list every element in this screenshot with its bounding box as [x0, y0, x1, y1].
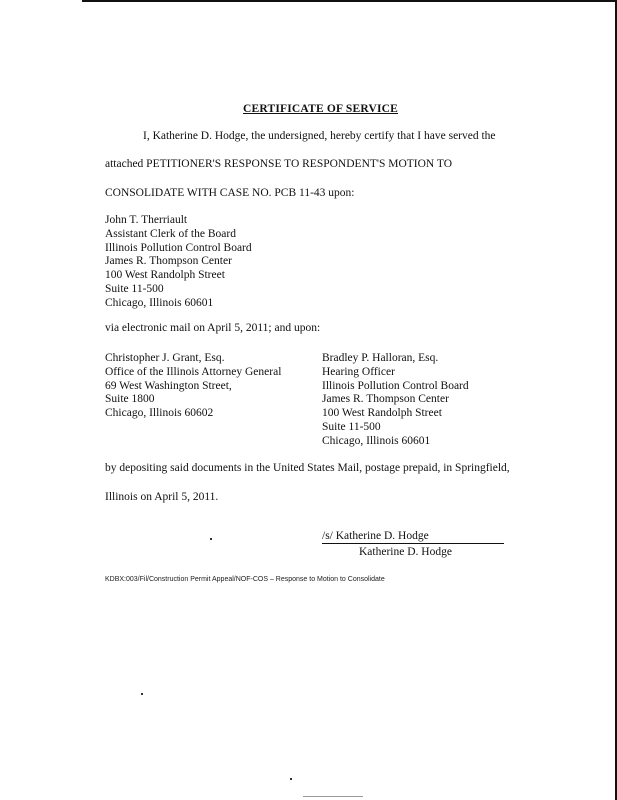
address-line: Assistant Clerk of the Board	[105, 227, 236, 240]
address-line: 100 West Randolph Street	[322, 407, 442, 420]
page-top-border	[82, 0, 617, 2]
certify-line-2: attached PETITIONER'S RESPONSE TO RESPONDENT'S MOTION TO	[105, 158, 453, 170]
address-line: 100 West Randolph Street	[105, 269, 225, 282]
address-line: Suite 11-500	[105, 282, 164, 295]
address-line: John T. Therriault	[105, 214, 188, 226]
signature-line	[322, 543, 504, 544]
electronic-signature: /s/ Katherine D. Hodge	[322, 530, 429, 542]
via-email-line: via electronic mail on April 5, 2011; and upon:	[105, 322, 321, 334]
address-line: Christopher J. Grant, Esq.	[105, 352, 225, 364]
certify-line-3: CONSOLIDATE WITH CASE NO. PCB 11-43 upon:	[105, 187, 355, 199]
signer-name: Katherine D. Hodge	[359, 546, 452, 558]
address-line: Illinois Pollution Control Board	[322, 379, 469, 392]
address-line: Suite 1800	[105, 393, 155, 406]
address-line: Bradley P. Halloran, Esq.	[322, 352, 439, 364]
address-line: Illinois Pollution Control Board	[105, 241, 252, 254]
mail-line-2: Illinois on April 5, 2011.	[105, 491, 219, 503]
address-line: Office of the Illinois Attorney General	[105, 365, 282, 378]
scan-speck	[141, 693, 143, 695]
address-line: James R. Thompson Center	[105, 255, 232, 268]
address-line: Chicago, Illinois 60601	[322, 434, 431, 447]
address-line: Chicago, Illinois 60601	[105, 296, 214, 309]
recipient-clerk-address	[105, 214, 252, 311]
scan-speck	[290, 778, 292, 780]
address-line: James R. Thompson Center	[322, 393, 449, 406]
recipient-attorney-general-address	[105, 352, 281, 421]
address-line: 69 West Washington Street,	[105, 379, 232, 392]
certificate-title: CERTIFICATE OF SERVICE	[243, 103, 399, 115]
certify-line-1: I, Katherine D. Hodge, the undersigned, hereby certify that I have served the	[143, 130, 496, 142]
scan-speck	[210, 538, 212, 540]
recipient-hearing-officer-address	[322, 352, 469, 449]
mail-line-1: by depositing said documents in the United States Mail, postage prepaid, in Springfield,	[105, 462, 510, 474]
address-line: Hearing Officer	[322, 365, 395, 378]
scan-artifact-line	[303, 796, 363, 797]
address-line: Suite 11-500	[322, 420, 381, 433]
document-footer-path: KDBX:003/Fil/Construction Permit Appeal/NOF-COS – Response to Motion to Consolidate	[105, 576, 385, 583]
address-line: Chicago, Illinois 60602	[105, 407, 214, 420]
